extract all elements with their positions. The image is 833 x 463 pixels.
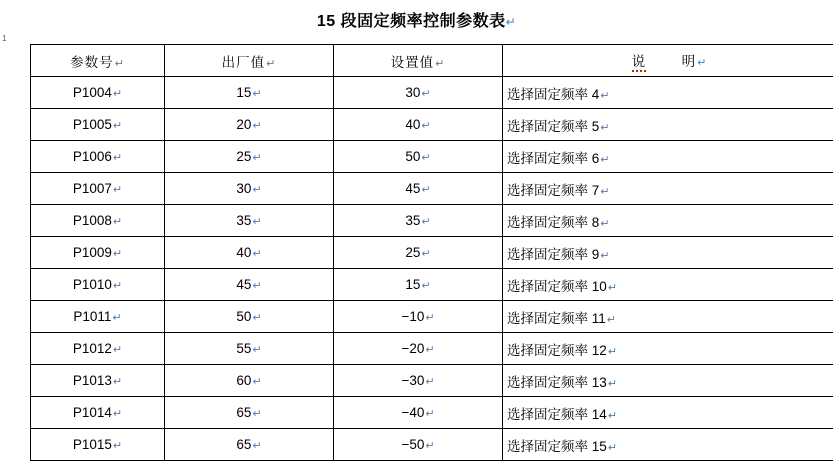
header-description (503, 45, 833, 77)
paragraph-mark: ↵ (606, 313, 616, 326)
cell-parameter-number: P1009↵ (31, 237, 165, 269)
table-row (31, 141, 833, 173)
paragraph-mark: ↵ (112, 440, 123, 452)
cell-parameter-number: P1004↵ (31, 77, 165, 109)
cell-setting-value: 45↵ (334, 173, 503, 205)
parameter-table (30, 44, 833, 461)
cell-description: 选择固定频率 13↵ (503, 365, 833, 397)
cell-parameter-number: P1010↵ (31, 269, 165, 301)
paragraph-mark: ↵ (112, 280, 123, 292)
cell-setting-value: 40↵ (334, 109, 503, 141)
page-title-text: 15 段固定频率控制参数表 (316, 13, 506, 30)
table-row (31, 173, 833, 205)
paragraph-mark: ↵ (112, 120, 123, 132)
paragraph-mark: ↵ (435, 57, 446, 70)
paragraph-mark: ↵ (114, 57, 125, 70)
page-title (0, 8, 833, 31)
paragraph-mark: ↵ (600, 185, 610, 198)
cell-setting-value: 50↵ (334, 141, 503, 173)
table-header (31, 45, 833, 77)
cell-parameter-number: P1008↵ (31, 205, 165, 237)
paragraph-mark: ↵ (252, 312, 262, 324)
table-row (31, 77, 833, 109)
table-row (31, 301, 833, 333)
paragraph-mark: ↵ (266, 57, 277, 70)
cell-factory-value: 65↵ (165, 397, 334, 429)
paragraph-mark: ↵ (112, 216, 123, 228)
header-setting-value: 设置值↵ (334, 45, 503, 77)
header-parameter-number: 参数号↵ (31, 45, 165, 77)
paragraph-mark: ↵ (252, 88, 262, 100)
paragraph-mark: ↵ (425, 376, 435, 388)
paragraph-mark: ↵ (252, 184, 262, 196)
cell-description: 选择固定频率 12↵ (503, 333, 833, 365)
cell-setting-value: −40↵ (334, 397, 503, 429)
paragraph-mark: ↵ (252, 120, 262, 132)
paragraph-mark: ↵ (252, 152, 262, 164)
cell-setting-value: 30↵ (334, 77, 503, 109)
header-description-b: 明 (681, 53, 697, 69)
cell-setting-value: −20↵ (334, 333, 503, 365)
table-row (31, 237, 833, 269)
paragraph-mark: ↵ (252, 344, 262, 356)
paragraph-mark: ↵ (600, 89, 610, 102)
cell-description: 选择固定频率 6↵ (503, 141, 833, 173)
paragraph-mark: ↵ (425, 344, 435, 356)
cell-description: 选择固定频率 4↵ (503, 77, 833, 109)
cell-setting-value: −50↵ (334, 429, 503, 461)
paragraph-mark: ↵ (607, 345, 617, 358)
paragraph-mark: ↵ (697, 56, 708, 69)
table-header-row (31, 45, 833, 77)
paragraph-mark: ↵ (252, 376, 262, 388)
table-row (31, 269, 833, 301)
paragraph-mark: ↵ (252, 408, 262, 420)
cell-setting-value: 15↵ (334, 269, 503, 301)
cell-factory-value: 60↵ (165, 365, 334, 397)
cell-factory-value: 35↵ (165, 205, 334, 237)
paragraph-mark: ↵ (112, 184, 123, 196)
cell-parameter-number: P1012↵ (31, 333, 165, 365)
cell-setting-value: −30↵ (334, 365, 503, 397)
paragraph-mark: ↵ (421, 120, 431, 132)
table-row (31, 205, 833, 237)
paragraph-mark: ↵ (252, 280, 262, 292)
paragraph-mark: ↵ (600, 249, 610, 262)
paragraph-mark: ↵ (112, 344, 123, 356)
cell-factory-value: 50↵ (165, 301, 334, 333)
cell-description: 选择固定频率 14↵ (503, 397, 833, 429)
paragraph-mark: ↵ (421, 184, 431, 196)
paragraph-mark: ↵ (425, 312, 435, 324)
cell-parameter-number: P1014↵ (31, 397, 165, 429)
cell-factory-value: 45↵ (165, 269, 334, 301)
table-row (31, 429, 833, 461)
paragraph-mark: ↵ (607, 409, 617, 422)
paragraph-mark: ↵ (252, 248, 262, 260)
cell-factory-value: 15↵ (165, 77, 334, 109)
paragraph-mark: ↵ (600, 121, 610, 134)
paragraph-mark: ↵ (425, 408, 435, 420)
cell-setting-value: −10↵ (334, 301, 503, 333)
cell-description: 选择固定频率 8↵ (503, 205, 833, 237)
cell-description: 选择固定频率 11↵ (503, 301, 833, 333)
paragraph-mark: ↵ (421, 248, 431, 260)
cell-parameter-number: P1013↵ (31, 365, 165, 397)
paragraph-mark: ↵ (600, 217, 610, 230)
cell-parameter-number: P1005↵ (31, 109, 165, 141)
cell-parameter-number: P1006↵ (31, 141, 165, 173)
paragraph-mark: ↵ (505, 15, 517, 29)
paragraph-mark: ↵ (112, 312, 122, 324)
cell-factory-value: 65↵ (165, 429, 334, 461)
paragraph-mark: ↵ (425, 440, 435, 452)
cell-description: 选择固定频率 15↵ (503, 429, 833, 461)
cell-setting-value: 35↵ (334, 205, 503, 237)
cell-description: 选择固定频率 5↵ (503, 109, 833, 141)
paragraph-mark: ↵ (607, 281, 617, 294)
paragraph-mark: ↵ (112, 248, 123, 260)
cell-setting-value: 25↵ (334, 237, 503, 269)
table-row (31, 397, 833, 429)
table-row (31, 109, 833, 141)
paragraph-mark: ↵ (600, 153, 610, 166)
cell-factory-value: 40↵ (165, 237, 334, 269)
cell-parameter-number: P1007↵ (31, 173, 165, 205)
table-row (31, 333, 833, 365)
paragraph-mark: ↵ (112, 88, 123, 100)
paragraph-mark: ↵ (421, 216, 431, 228)
paragraph-mark: ↵ (252, 440, 262, 452)
cell-factory-value: 55↵ (165, 333, 334, 365)
cell-description: 选择固定频率 10↵ (503, 269, 833, 301)
cell-factory-value: 20↵ (165, 109, 334, 141)
paragraph-mark: ↵ (112, 376, 123, 388)
line-number-marker: 1 (2, 34, 7, 43)
paragraph-mark: ↵ (112, 408, 123, 420)
paragraph-mark: ↵ (607, 377, 617, 390)
paragraph-mark: ↵ (421, 280, 431, 292)
paragraph-mark: ↵ (252, 216, 262, 228)
cell-parameter-number: P1011↵ (31, 301, 165, 333)
cell-description: 选择固定频率 9↵ (503, 237, 833, 269)
header-factory-value: 出厂值↵ (165, 45, 334, 77)
table-row (31, 365, 833, 397)
paragraph-mark: ↵ (607, 441, 617, 454)
cell-factory-value: 30↵ (165, 173, 334, 205)
paragraph-mark: ↵ (421, 152, 431, 164)
cell-parameter-number: P1015↵ (31, 429, 165, 461)
header-description-a: 说 (632, 50, 647, 72)
paragraph-mark: ↵ (112, 152, 123, 164)
cell-description: 选择固定频率 7↵ (503, 173, 833, 205)
cell-factory-value: 25↵ (165, 141, 334, 173)
paragraph-mark: ↵ (421, 88, 431, 100)
table-body (31, 77, 833, 461)
